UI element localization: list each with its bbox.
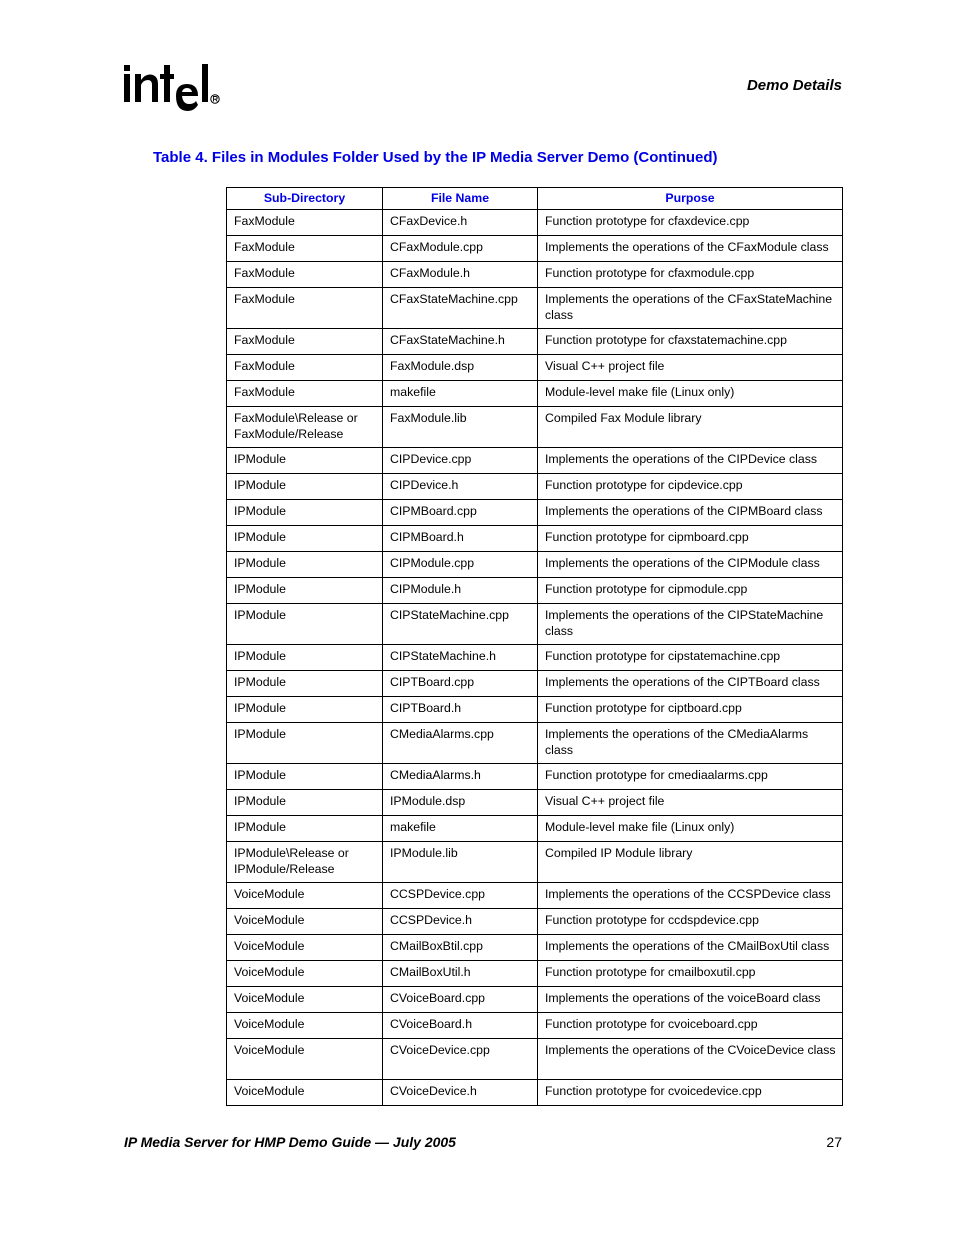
table-row [227,764,843,790]
cell-purpose: Function prototype for cipmboard.cpp [538,526,843,552]
cell-sub-directory: IPModule [227,500,383,526]
cell-purpose: Implements the operations of the CIPDevice class [538,448,843,474]
table-row [227,723,843,764]
table-row [227,381,843,407]
cell-purpose: Function prototype for cipstatemachine.cpp [538,645,843,671]
files-table [226,187,843,1106]
cell-purpose: Function prototype for cvoiceboard.cpp [538,1013,843,1039]
cell-file-name: FaxModule.lib [383,407,538,448]
cell-purpose: Function prototype for ciptboard.cpp [538,697,843,723]
cell-purpose: Module-level make file (Linux only) [538,816,843,842]
cell-file-name: CMailBoxUtil.h [383,961,538,987]
cell-sub-directory: IPModule [227,697,383,723]
cell-purpose: Implements the operations of the CMediaAlarms class [538,723,843,764]
table-row [227,883,843,909]
cell-file-name: IPModule.lib [383,842,538,883]
cell-purpose: Function prototype for ccdspdevice.cpp [538,909,843,935]
table-row [227,236,843,262]
cell-purpose: Implements the operations of the CFaxStateMachine class [538,288,843,329]
cell-file-name: CIPDevice.cpp [383,448,538,474]
column-header-sub-directory: Sub-Directory [227,188,383,210]
cell-sub-directory: IPModule [227,816,383,842]
table-row [227,262,843,288]
cell-purpose: Implements the operations of the CVoiceDevice class [538,1039,843,1080]
page-number: 27 [826,1134,842,1150]
cell-purpose: Module-level make file (Linux only) [538,381,843,407]
cell-sub-directory: IPModule [227,526,383,552]
cell-file-name: CVoiceDevice.cpp [383,1039,538,1080]
cell-sub-directory: FaxModule [227,355,383,381]
table-row [227,329,843,355]
table-row [227,671,843,697]
table-row [227,935,843,961]
cell-sub-directory: FaxModule\Release or FaxModule/Release [227,407,383,448]
cell-sub-directory: IPModule [227,764,383,790]
table-row [227,1039,843,1080]
cell-purpose: Compiled IP Module library [538,842,843,883]
cell-sub-directory: IPModule [227,790,383,816]
table-row [227,842,843,883]
cell-sub-directory: VoiceModule [227,987,383,1013]
cell-purpose: Implements the operations of the CIPModule class [538,552,843,578]
table-row [227,909,843,935]
table-row [227,500,843,526]
table-row [227,645,843,671]
cell-purpose: Function prototype for cmailboxutil.cpp [538,961,843,987]
cell-file-name: CIPDevice.h [383,474,538,500]
cell-sub-directory: VoiceModule [227,961,383,987]
cell-file-name: makefile [383,816,538,842]
table-header-row [227,188,843,210]
cell-file-name: CIPModule.h [383,578,538,604]
table-row [227,987,843,1013]
table-row [227,790,843,816]
cell-sub-directory: IPModule [227,578,383,604]
cell-purpose: Implements the operations of the CCSPDevice class [538,883,843,909]
cell-file-name: CIPStateMachine.cpp [383,604,538,645]
cell-sub-directory: IPModule [227,474,383,500]
cell-sub-directory: VoiceModule [227,1039,383,1080]
cell-purpose: Function prototype for cipmodule.cpp [538,578,843,604]
cell-purpose: Implements the operations of the CIPMBoard class [538,500,843,526]
cell-purpose: Function prototype for cfaxstatemachine.cpp [538,329,843,355]
footer-document-title: IP Media Server for HMP Demo Guide — July 2005 [124,1134,456,1150]
table-row [227,355,843,381]
cell-sub-directory: IPModule [227,723,383,764]
cell-file-name: CCSPDevice.cpp [383,883,538,909]
cell-sub-directory: IPModule [227,604,383,645]
cell-file-name: CFaxDevice.h [383,210,538,236]
cell-file-name: CIPTBoard.h [383,697,538,723]
cell-sub-directory: VoiceModule [227,1080,383,1106]
table-row [227,697,843,723]
section-title: Demo Details [746,77,842,94]
cell-sub-directory: IPModule [227,645,383,671]
cell-file-name: makefile [383,381,538,407]
cell-file-name: CIPModule.cpp [383,552,538,578]
cell-sub-directory: VoiceModule [227,935,383,961]
cell-purpose: Implements the operations of the voiceBoard class [538,987,843,1013]
cell-file-name: FaxModule.dsp [383,355,538,381]
cell-sub-directory: FaxModule [227,288,383,329]
cell-file-name: CFaxModule.cpp [383,236,538,262]
cell-purpose: Implements the operations of the CIPStateMachine class [538,604,843,645]
cell-sub-directory: IPModule [227,552,383,578]
cell-file-name: CMailBoxBtil.cpp [383,935,538,961]
cell-file-name: CFaxStateMachine.cpp [383,288,538,329]
cell-file-name: CVoiceDevice.h [383,1080,538,1106]
table-row [227,552,843,578]
cell-sub-directory: VoiceModule [227,1013,383,1039]
cell-purpose: Function prototype for cvoicedevice.cpp [538,1080,843,1106]
table-row [227,604,843,645]
column-header-purpose: Purpose [538,188,843,210]
cell-purpose: Visual C++ project file [538,790,843,816]
cell-file-name: CIPMBoard.cpp [383,500,538,526]
cell-file-name: CVoiceBoard.h [383,1013,538,1039]
intel-logo-mark [122,60,226,118]
cell-purpose: Implements the operations of the CFaxModule class [538,236,843,262]
table-row [227,578,843,604]
table-row [227,961,843,987]
intel-logo [122,60,226,118]
table-row [227,1080,843,1106]
table-row [227,288,843,329]
cell-sub-directory: FaxModule [227,262,383,288]
cell-purpose: Function prototype for cipdevice.cpp [538,474,843,500]
table-row [227,407,843,448]
table-row [227,1013,843,1039]
cell-file-name: CFaxModule.h [383,262,538,288]
cell-file-name: CIPMBoard.h [383,526,538,552]
column-header-file-name: File Name [383,188,538,210]
cell-sub-directory: IPModule\Release or IPModule/Release [227,842,383,883]
cell-file-name: CIPTBoard.cpp [383,671,538,697]
cell-file-name: CCSPDevice.h [383,909,538,935]
cell-file-name: IPModule.dsp [383,790,538,816]
cell-sub-directory: FaxModule [227,236,383,262]
cell-sub-directory: VoiceModule [227,883,383,909]
cell-purpose: Implements the operations of the CIPTBoard class [538,671,843,697]
cell-purpose: Function prototype for cfaxdevice.cpp [538,210,843,236]
cell-file-name: CVoiceBoard.cpp [383,987,538,1013]
cell-sub-directory: FaxModule [227,210,383,236]
cell-sub-directory: FaxModule [227,329,383,355]
cell-purpose: Implements the operations of the CMailBoxUtil class [538,935,843,961]
cell-purpose: Visual C++ project file [538,355,843,381]
cell-sub-directory: VoiceModule [227,909,383,935]
table-row [227,816,843,842]
cell-purpose: Function prototype for cmediaalarms.cpp [538,764,843,790]
table-row [227,448,843,474]
cell-file-name: CMediaAlarms.h [383,764,538,790]
table-row [227,474,843,500]
table-row [227,210,843,236]
cell-sub-directory: FaxModule [227,381,383,407]
table-row [227,526,843,552]
cell-purpose: Function prototype for cfaxmodule.cpp [538,262,843,288]
cell-file-name: CIPStateMachine.h [383,645,538,671]
cell-purpose: Compiled Fax Module library [538,407,843,448]
cell-sub-directory: IPModule [227,448,383,474]
cell-file-name: CFaxStateMachine.h [383,329,538,355]
cell-file-name: CMediaAlarms.cpp [383,723,538,764]
table-caption: Table 4. Files in Modules Folder Used by the IP Media Server Demo (Continued) [153,149,718,166]
cell-sub-directory: IPModule [227,671,383,697]
